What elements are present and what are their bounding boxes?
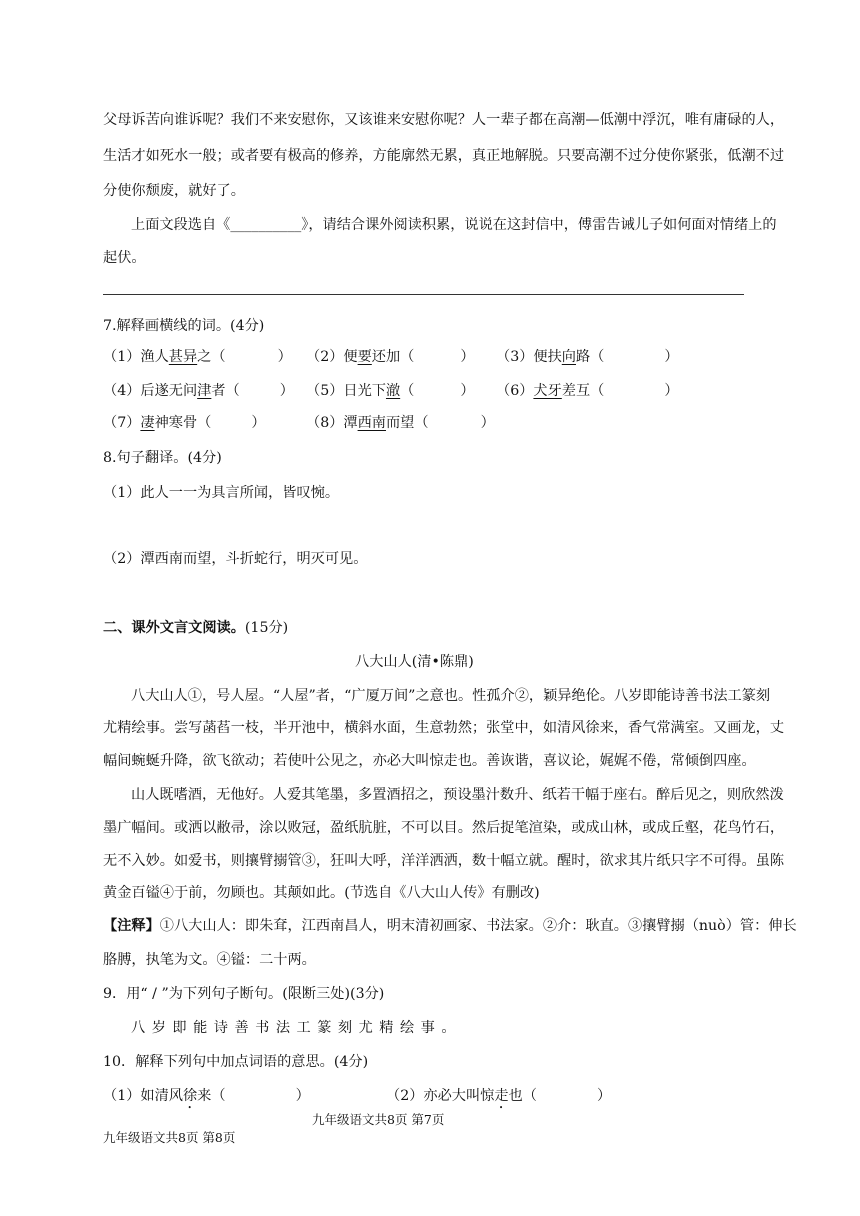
p1-line-1: 八大山人①，号人屋。“人屋”者，“广厦万间”之意也。性孤介②，颖异绝伦。八岁即能诗善书法工篆刻 xyxy=(131,688,771,704)
q7-title: 7.解释画横线的词。(4分) xyxy=(103,318,265,334)
q7-item-8: （8）潭西南而望（ ） xyxy=(306,415,495,431)
q7-item-7: （7）凄神寒骨（ ） xyxy=(103,415,266,431)
passage-line-2: 生活才如死水一般；或者要有极高的修养，方能廓然无累，真正地解脱。只要高潮不过分使你紧张，低潮不过 xyxy=(103,148,785,164)
q7-item-3: （3）便扶向路（ ） xyxy=(496,349,679,365)
notes-line-2: 胳膊，执笔为文。④镒：二十两。 xyxy=(103,952,316,968)
page-footer-left: 九年级语文共8页 第8页 xyxy=(103,1130,236,1145)
q9-sentence: 八岁即能诗善书法工篆刻尤精绘事。 xyxy=(131,1020,463,1036)
q9-title: 9．用“ / ”为下列句子断句。(限断三处)(3分) xyxy=(103,986,385,1002)
q8-sentence-2: （2）潭西南而望，斗折蛇行，明灭可见。 xyxy=(103,551,368,567)
q7-item-4: （4）后遂无问津者（ ） xyxy=(103,383,294,399)
passage-line-3: 分使你颓废，就好了。 xyxy=(103,183,245,199)
section-heading: 二、课外文言文阅读。(15分) xyxy=(103,620,289,636)
p1-line-3: 幅间蜿蜒升降，欲飞欲动；若使叶公见之，亦必大叫惊走也。善诙谐，喜议论，娓娓不倦，常倾倒四座。 xyxy=(103,753,756,769)
q10-title: 10．解释下列句中加点词语的意思。(4分) xyxy=(103,1054,369,1070)
p1-line-2: 尤精绘事。尝写菡萏一枝，半开池中，横斜水面，生意勃然；张堂中，如清风徐来，香气常满室。又画龙，丈 xyxy=(103,720,785,736)
answer-line xyxy=(103,294,744,295)
passage-question-end: 起伏。 xyxy=(103,250,146,266)
p2-line-3: 无不入妙。如爱书，则攘臂搦管③，狂叫大呼，洋洋洒洒，数十幅立就。醒时，欲求其片纸只字不可得。虽陈 xyxy=(103,853,785,869)
q8-sentence-1: （1）此人一一为具言所闻，皆叹惋。 xyxy=(103,485,340,501)
q8-title: 8.句子翻译。(4分) xyxy=(103,450,222,466)
notes-line-1: 【注释】①八大山人：即朱耷，江西南昌人，明末清初画家、书法家。②介：耿直。③攘臂搦（nuò）管：伸长 xyxy=(103,918,797,934)
p2-line-4: 黄金百镒④于前，勿顾也。其颠如此。(节选自《八大山人传》有删改) xyxy=(103,885,540,901)
q7-item-2: （2）便要还加（ ） xyxy=(306,349,475,365)
q7-item-5: （5）日光下澈（ ） xyxy=(306,383,475,399)
q7-item-1: （1）渔人甚异之（ ） xyxy=(103,349,292,365)
p2-line-1: 山人既嗜酒，无他好。人爱其笔墨，多置酒招之，预设墨汁数升、纸若干幅于座右。醉后见之，则欣然泼 xyxy=(131,787,784,803)
q10-item-2: （2）亦必大叫惊走也（ ） xyxy=(386,1088,612,1104)
p2-line-2: 墨广幅间。或洒以敝帚，涂以败冠，盈纸肮脏，不可以目。然后捉笔渲染，或成山林，或成丘壑，花鸟竹石， xyxy=(103,820,785,836)
passage-title: 八大山人(清•陈鼎) xyxy=(355,654,474,670)
q7-item-6: （6）犬牙差互（ ） xyxy=(496,383,679,399)
q10-item-1: （1）如清风徐来（ ） xyxy=(103,1088,310,1104)
passage-line-1: 父母诉苦向谁诉呢？我们不来安慰你，又该谁来安慰你呢？人一辈子都在高潮—低潮中浮沉，唯有庸碌的人， xyxy=(103,112,785,128)
page-footer-center: 九年级语文共8页 第7页 xyxy=(312,1112,445,1127)
passage-question: 上面文段选自《__________》，请结合课外阅读积累，说说在这封信中，傅雷告诫儿子如何面对情绪上的 xyxy=(131,217,777,233)
